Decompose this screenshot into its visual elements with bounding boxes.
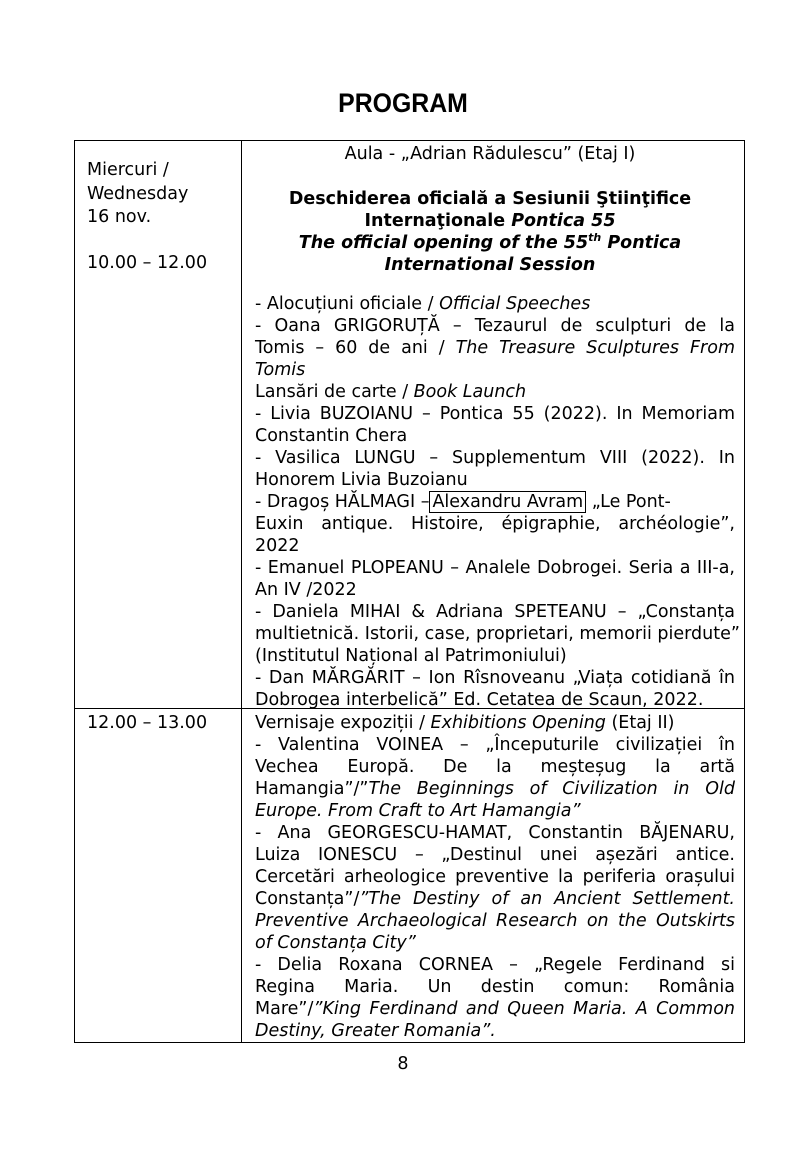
- time-slot-2: 12.00 – 13.00: [87, 713, 208, 733]
- georgescu-line-5: Preventive Archaeological Research on the Outskirts: [255, 911, 735, 931]
- buzoianu-line-2: Constantin Chera: [255, 426, 408, 446]
- georgescu-line-1: - Ana GEORGESCU-HAMAT, Constantin BĂJENARU,: [255, 823, 735, 843]
- buzoianu-line-1: - Livia BUZOIANU – Pontica 55 (2022). In Memoriam: [255, 404, 735, 424]
- georgescu-line-2: Luiza IONESCU – „Destinul unei așezări antice.: [255, 845, 735, 865]
- grigoruta-line-3: Tomis: [255, 360, 306, 380]
- program-table: [74, 140, 745, 1043]
- cornea-line-3: Mare”/”King Ferdinand and Queen Maria. A Common: [255, 999, 735, 1019]
- cornea-line-1: - Delia Roxana CORNEA – „Regele Ferdinand si: [255, 955, 735, 975]
- day-en: Wednesday: [87, 184, 189, 204]
- georgescu-line-6: of Constanța City”: [255, 933, 416, 953]
- opening-title-ro-1: Deschiderea oficială a Sesiunii Ştiinţifice: [288, 189, 692, 209]
- georgescu-line-4: Constanța”/”The Destiny of an Ancient Settlement.: [255, 889, 735, 909]
- day-ro: Miercuri /: [87, 160, 169, 180]
- venue: Aula - „Adrian Rădulescu” (Etaj I): [344, 144, 636, 164]
- page-title: PROGRAM: [338, 88, 468, 118]
- mihai-line-1: - Daniela MIHAI & Adriana SPETEANU – „Constanța: [255, 602, 735, 622]
- halmagi-line-3: 2022: [255, 536, 300, 556]
- halmagi-line-2: Euxin antique. Histoire, épigraphie, archéologie”,: [255, 514, 735, 534]
- mihai-line-2: multietnică. Istorii, case, proprietari, memorii pierdute”: [255, 624, 740, 644]
- georgescu-line-3: Cercetări arheologice preventive la periferia orașului: [255, 867, 735, 887]
- margarit-line-1: - Dan MĂRGĂRIT – Ion Rîsnoveanu „Viața cotidiană în: [255, 668, 735, 688]
- grigoruta-line-1: - Oana GRIGORUȚĂ – Tezaurul de sculpturi de la: [255, 316, 735, 336]
- halmagi-line-1: - Dragoș HĂLMAGI – Alexandru Avram „Le Pont-: [255, 492, 671, 512]
- speeches-line: - Alocuțiuni oficiale / Official Speeches: [255, 294, 591, 314]
- opening-title-en-2: International Session: [384, 255, 596, 275]
- plopeanu-line-2: An IV /2022: [255, 580, 357, 600]
- voinea-line-2: Vechea Europă. De la meșteșug la artă: [255, 757, 735, 777]
- book-launch-heading: Lansări de carte / Book Launch: [255, 382, 527, 402]
- plopeanu-line-1: - Emanuel PLOPEANU – Analele Dobrogei. Seria a III-a,: [255, 558, 735, 578]
- margarit-line-2: Dobrogea interbelică” Ed. Cetatea de Scaun, 2022.: [255, 690, 704, 710]
- lungu-line-2: Honorem Livia Buzoianu: [255, 470, 468, 490]
- column-divider: [241, 141, 242, 1042]
- exhibitions-heading: Vernisaje expoziții / Exhibitions Opening (Etaj II): [255, 713, 675, 733]
- time-slot-1: 10.00 – 12.00: [87, 253, 208, 273]
- opening-title-en-1: The official opening of the 55th Pontica: [298, 231, 682, 253]
- highlighted-author-box: Alexandru Avram: [429, 491, 586, 513]
- voinea-line-4: Europe. From Craft to Art Hamangia”: [255, 801, 581, 821]
- page-number: 8: [397, 1054, 409, 1074]
- voinea-line-3: Hamangia”/”The Beginnings of Civilization in Old: [255, 779, 735, 799]
- date: 16 nov.: [87, 207, 152, 227]
- lungu-line-1: - Vasilica LUNGU – Supplementum VIII (2022). In: [255, 448, 735, 468]
- grigoruta-line-2: Tomis – 60 de ani / The Treasure Sculptures From: [255, 338, 736, 358]
- opening-title-ro-2: Internaţionale Pontica 55: [364, 211, 616, 231]
- mihai-line-3: (Institutul Național al Patrimoniului): [255, 646, 567, 666]
- voinea-line-1: - Valentina VOINEA – „Începuturile civilizației în: [255, 735, 735, 755]
- cornea-line-4: Destiny, Greater Romania”.: [255, 1021, 496, 1041]
- cornea-line-2: Regina Maria. Un destin comun: România: [255, 977, 735, 997]
